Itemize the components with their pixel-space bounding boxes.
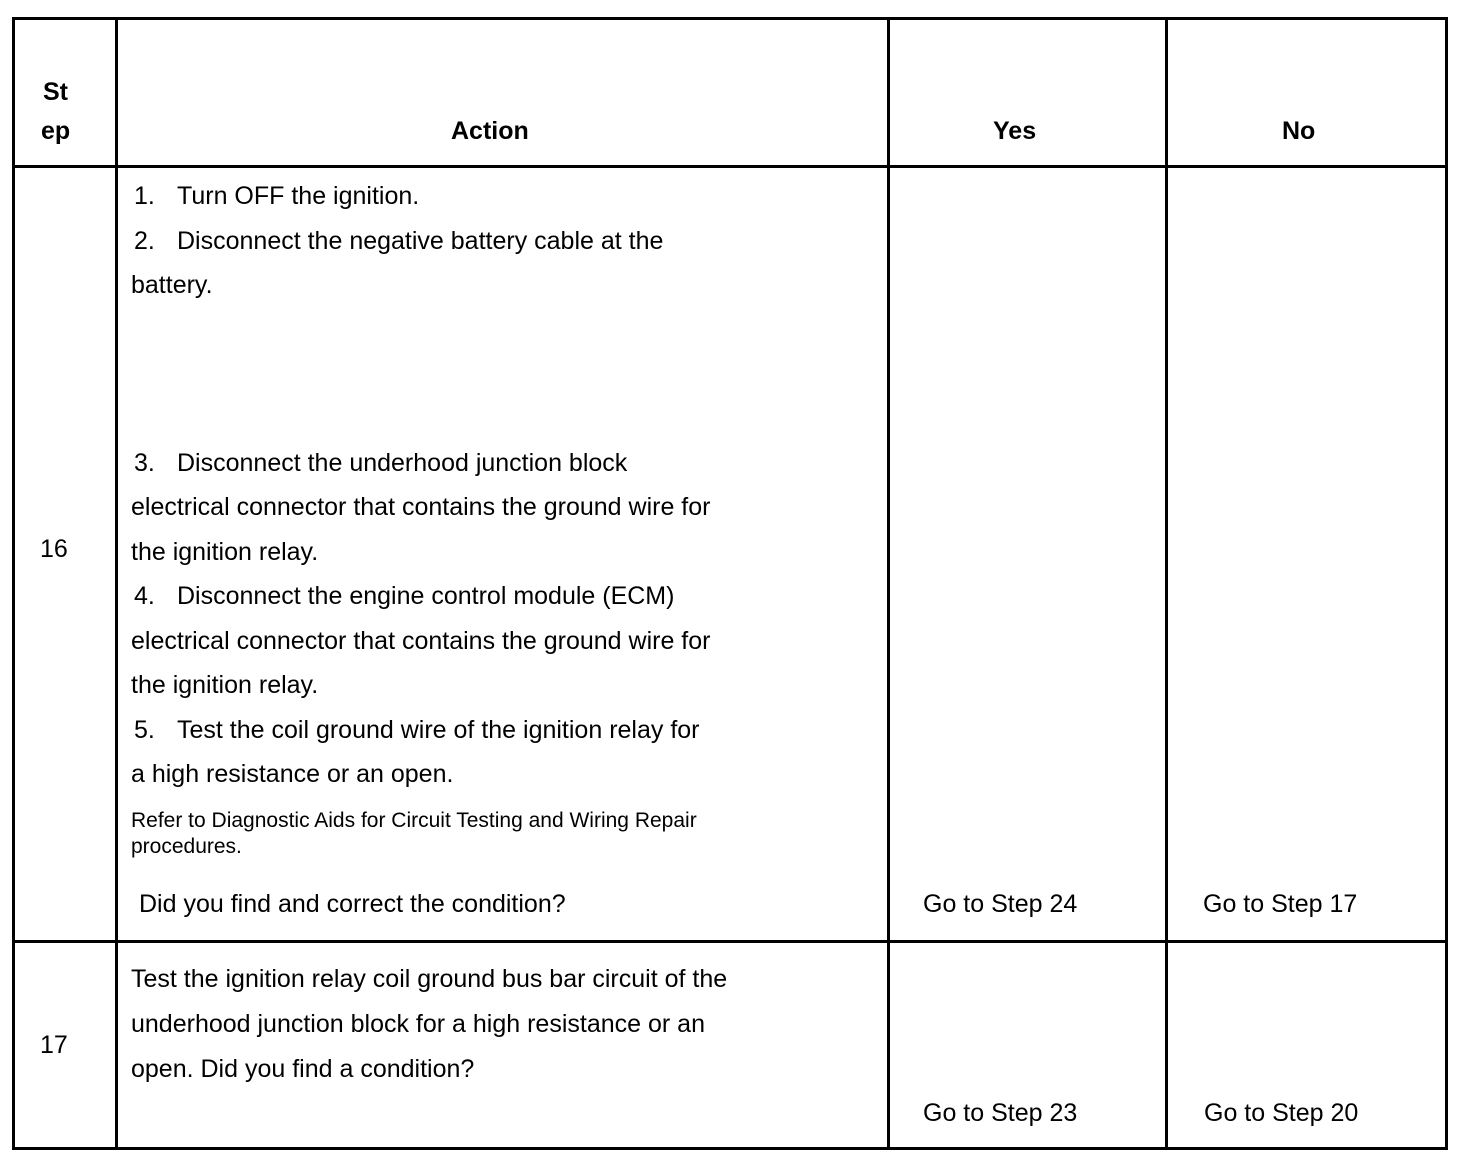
item-text: Disconnect the engine control module (ECM): [177, 582, 675, 610]
action-line: underhood junction block for a high resistance or an: [131, 1010, 705, 1038]
question-text: Did you find and correct the condition?: [139, 890, 566, 918]
no-result: Go to Step 20: [1204, 1099, 1359, 1127]
continuation-line: the ignition relay.: [131, 671, 319, 699]
action-line: Test the ignition relay coil ground bus bar circuit of the: [131, 965, 728, 993]
continuation-line: electrical connector that contains the ground wire for: [131, 493, 711, 521]
step-number: 16: [40, 535, 68, 563]
header-yes: Yes: [993, 117, 1037, 145]
column-divider: [887, 20, 890, 1147]
list-item: [131, 581, 674, 611]
refer-note-line2: procedures.: [131, 835, 242, 858]
yes-result: Go to Step 24: [923, 890, 1078, 918]
action-line: open. Did you find a condition?: [131, 1055, 475, 1083]
list-item: [131, 226, 663, 256]
item-number: 2.: [134, 227, 155, 255]
continuation-line: battery.: [131, 271, 213, 299]
item-number: 5.: [134, 716, 155, 744]
item-text: Disconnect the negative battery cable at the: [177, 227, 664, 255]
header-step-line2: ep: [41, 117, 71, 145]
row-divider: [15, 940, 1445, 943]
item-text: Turn OFF the ignition.: [177, 182, 420, 210]
continuation-line: electrical connector that contains the ground wire for: [131, 627, 711, 655]
list-item: [131, 448, 627, 478]
item-text: Disconnect the underhood junction block: [177, 449, 628, 477]
item-text: Test the coil ground wire of the ignition relay for: [177, 716, 700, 744]
column-divider: [115, 20, 118, 1147]
header-step-line1: St: [43, 78, 68, 106]
yes-result: Go to Step 23: [923, 1099, 1078, 1127]
column-divider: [1165, 20, 1168, 1147]
list-item: [131, 181, 419, 211]
refer-note-line1: Refer to Diagnostic Aids for Circuit Testing and Wiring Repair: [131, 809, 697, 832]
no-result: Go to Step 17: [1203, 890, 1358, 918]
header-divider: [15, 165, 1445, 168]
item-number: 4.: [134, 582, 155, 610]
item-number: 1.: [134, 182, 155, 210]
item-number: 3.: [134, 449, 155, 477]
header-no: No: [1282, 117, 1316, 145]
continuation-line: a high resistance or an open.: [131, 760, 454, 788]
list-item: [131, 715, 700, 745]
continuation-line: the ignition relay.: [131, 538, 319, 566]
step-number: 17: [40, 1031, 68, 1059]
header-action: Action: [451, 117, 529, 145]
